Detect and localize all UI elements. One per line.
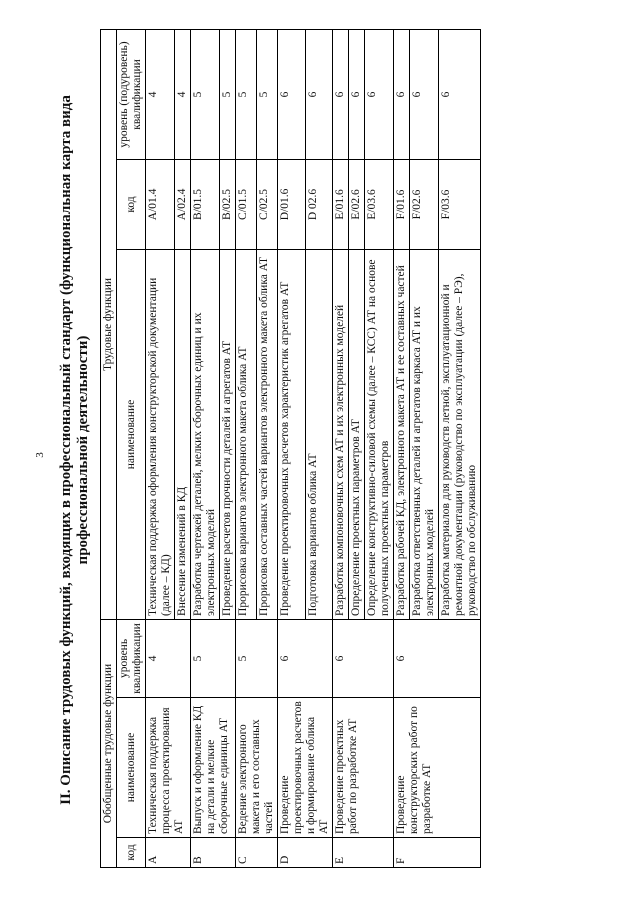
labor-name: Разработка рабочей КД, электронного макета АТ и ее составных частей (394, 249, 410, 619)
labor-level: 6 (305, 29, 333, 159)
labor-name: Проведение расчетов прочности деталей и агрегатов АТ (220, 249, 236, 619)
labor-name: Разработка ответственных деталей и агрегатов каркаса АТ и их электронных моделей (410, 249, 439, 619)
generalized-name: Выпуск и оформление КД на детали и мелкие сборочные единицы АТ (191, 698, 236, 838)
labor-functions-header: Трудовые функции (101, 29, 117, 619)
labor-name: Разработка материалов для руководств летной, эксплуатационной и ремонтной документации (руководство по эксплуатации (далее – РЭ), руководство по обслуживанию (439, 249, 481, 619)
labor-code: C/02.5 (257, 159, 278, 249)
labor-code: F/03.6 (439, 159, 481, 249)
rotated-page (40, 20, 600, 880)
labor-code: D/01.6 (278, 159, 306, 249)
labor-code: E/02.6 (349, 159, 365, 249)
labor-code: E/01.6 (333, 159, 349, 249)
generalized-level: 6 (333, 619, 394, 697)
labor-name: Подготовка вариантов облика АТ (305, 249, 333, 619)
level-header: уровень квалификации (117, 619, 146, 697)
document-title (58, 20, 92, 880)
generalized-code: A (146, 838, 191, 868)
labor-code: F/02.6 (410, 159, 439, 249)
labor-level: 6 (333, 29, 349, 159)
table-row (394, 29, 410, 867)
labor-level: 4 (175, 29, 191, 159)
labor-code: F/01.6 (394, 159, 410, 249)
labor-code: B/01.5 (191, 159, 220, 249)
generalized-name: Проведение проектировочных расчетов и формирование облика АТ (278, 698, 333, 838)
generalized-level: 5 (191, 619, 236, 697)
generalized-level: 6 (278, 619, 333, 697)
generalized-level: 6 (394, 619, 481, 697)
table-row (333, 29, 349, 867)
labor-level: 6 (278, 29, 306, 159)
labor-level: 6 (439, 29, 481, 159)
labor-name: Прорисовка составных частей вариантов электронного макета облика АТ (257, 249, 278, 619)
labor-name: Разработка чертежей деталей, мелких сборочных единиц и их электронных моделей (191, 249, 220, 619)
labor-level: 5 (191, 29, 220, 159)
labor-name: Внесение изменений в КД (175, 249, 191, 619)
generalized-code: D (278, 838, 333, 868)
labor-level: 5 (220, 29, 236, 159)
labor-level: 6 (365, 29, 394, 159)
labor-code: E/03.6 (365, 159, 394, 249)
labor-name: Определение конструктивно-силовой схемы (далее – КСС) АТ на основе полученных проектных параметров (365, 249, 394, 619)
code-header: код (117, 838, 146, 868)
table-row (146, 29, 175, 867)
sublevel-header: уровень (подуровень) квалификации (117, 29, 146, 159)
title-line-2: профессиональной деятельности) (75, 335, 91, 565)
title-line-1: II. Описание трудовых функций, входящих в профессиональный стандарт (функциональная карта вида (58, 95, 74, 805)
labor-code: A/01.4 (146, 159, 175, 249)
generalized-code: F (394, 838, 481, 868)
functional-map-table (100, 29, 481, 868)
labor-name: Прорисовка вариантов электронного макета облика АТ (236, 249, 257, 619)
generalized-code: B (191, 838, 236, 868)
generalized-code: C (236, 838, 278, 868)
generalized-name: Техническая поддержка процесса проектирования АТ (146, 698, 191, 838)
name-header: наименование (117, 698, 146, 838)
labor-code-header: код (117, 159, 146, 249)
labor-level: 6 (410, 29, 439, 159)
generalized-level: 4 (146, 619, 191, 697)
labor-level: 6 (394, 29, 410, 159)
page-number: 3 (34, 452, 46, 458)
labor-level: 5 (236, 29, 257, 159)
generalized-code: E (333, 838, 394, 868)
generalized-functions-header: Обобщенные трудовые функции (101, 619, 117, 867)
labor-code: B/02.5 (220, 159, 236, 249)
labor-name: Техническая поддержка оформления конструкторской документации (далее – КД) (146, 249, 175, 619)
generalized-name: Проведение проектных работ по разработке АТ (333, 698, 394, 838)
labor-name: Определение проектных параметров АТ (349, 249, 365, 619)
labor-level: 6 (349, 29, 365, 159)
labor-code: D 02.6 (305, 159, 333, 249)
labor-name: Разработка компоновочных схем АТ и их электронных моделей (333, 249, 349, 619)
labor-code: C/01.5 (236, 159, 257, 249)
labor-name: Проведение проектировочных расчетов характеристик агрегатов АТ (278, 249, 306, 619)
labor-code: A/02.4 (175, 159, 191, 249)
generalized-level: 5 (236, 619, 278, 697)
labor-level: 5 (257, 29, 278, 159)
table-row (191, 29, 220, 867)
labor-name-header: наименование (117, 249, 146, 619)
generalized-name: Ведение электронного макета и его составных частей (236, 698, 278, 838)
table-row (278, 29, 306, 867)
labor-level: 4 (146, 29, 175, 159)
generalized-name: Проведение конструкторских работ по разработке АТ (394, 698, 481, 838)
table-row (236, 29, 257, 867)
